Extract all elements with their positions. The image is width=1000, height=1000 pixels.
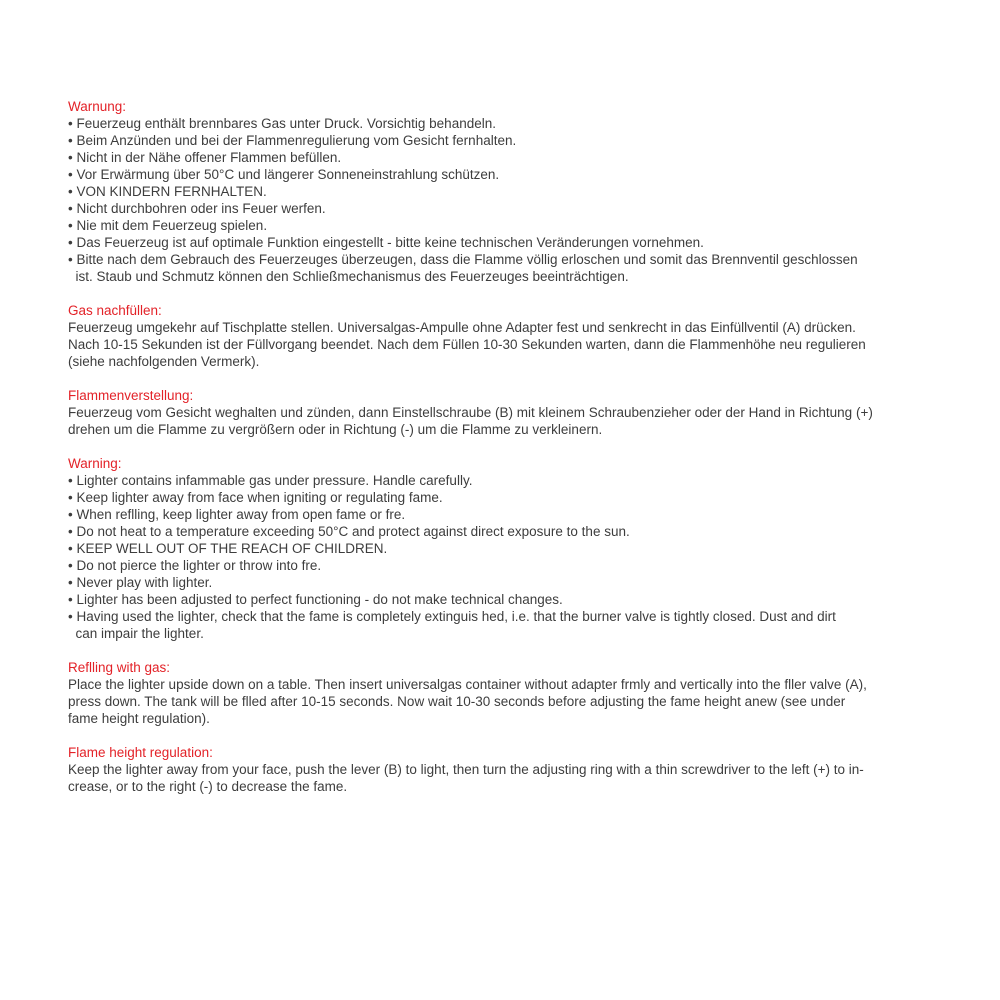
section — [68, 98, 978, 285]
text-line: • When reflling, keep lighter away from open fame or fre. — [68, 507, 406, 522]
text-line: • Do not pierce the lighter or throw into fre. — [68, 558, 322, 573]
text-line: • Lighter has been adjusted to perfect functioning - do not make technical changes. — [68, 592, 563, 607]
section — [68, 455, 978, 642]
text-line: crease, or to the right (-) to decrease the fame. — [68, 779, 348, 794]
section — [68, 744, 978, 795]
section — [68, 659, 978, 727]
text-line: drehen um die Flamme zu vergrößern oder in Richtung (-) um die Flamme zu verkleinern. — [68, 422, 603, 437]
section-heading: Gas nachfüllen: — [68, 303, 162, 318]
text-line: • Nicht in der Nähe offener Flammen befüllen. — [68, 150, 342, 165]
text-line: fame height regulation). — [68, 711, 210, 726]
text-line: • Having used the lighter, check that the fame is completely extinguis hed, i.e. that the burner valve is tightly closed. Dust and dirt — [68, 609, 836, 624]
text-line: • Never play with lighter. — [68, 575, 213, 590]
text-line: • KEEP WELL OUT OF THE REACH OF CHILDREN. — [68, 541, 388, 556]
section-heading: Warning: — [68, 456, 122, 471]
instruction-document — [68, 98, 978, 812]
section-heading: Flammenverstellung: — [68, 388, 194, 403]
text-line: • Nicht durchbohren oder ins Feuer werfen. — [68, 201, 326, 216]
text-line: • Vor Erwärmung über 50°C und längerer Sonneneinstrahlung schützen. — [68, 167, 500, 182]
text-line: Place the lighter upside down on a table. Then insert universalgas container without adapter frmly and vertically into the fller valve (A), — [68, 677, 867, 692]
section-heading: Reflling with gas: — [68, 660, 171, 675]
text-line: • Bitte nach dem Gebrauch des Feuerzeuges überzeugen, dass die Flamme völlig erloschen und somit das Brennventil geschlossen — [68, 252, 858, 267]
text-line: • VON KINDERN FERNHALTEN. — [68, 184, 267, 199]
section — [68, 302, 978, 370]
text-line: Feuerzeug vom Gesicht weghalten und zünden, dann Einstellschraube (B) mit kleinem Schraubenzieher oder der Hand in Richtung (+) — [68, 405, 873, 420]
section-heading: Warnung: — [68, 99, 127, 114]
section-heading: Flame height regulation: — [68, 745, 213, 760]
text-line: ist. Staub und Schmutz können den Schließmechanismus des Feuerzeuges beeinträchtigen. — [68, 269, 629, 284]
text-line: • Keep lighter away from face when igniting or regulating fame. — [68, 490, 443, 505]
text-line: press down. The tank will be flled after 10-15 seconds. Now wait 10-30 seconds before adjusting the fame height anew (see under — [68, 694, 846, 709]
section — [68, 387, 978, 438]
text-line: • Feuerzeug enthält brennbares Gas unter Druck. Vorsichtig behandeln. — [68, 116, 496, 131]
text-line: • Do not heat to a temperature exceeding 50°C and protect against direct exposure to the sun. — [68, 524, 630, 539]
text-line: • Nie mit dem Feuerzeug spielen. — [68, 218, 268, 233]
text-line: Keep the lighter away from your face, push the lever (B) to light, then turn the adjusting ring with a thin screwdriver to the left (+) to in- — [68, 762, 864, 777]
text-line: Nach 10-15 Sekunden ist der Füllvorgang beendet. Nach dem Füllen 10-30 Sekunden warten, dann die Flammenhöhe neu regulieren — [68, 337, 866, 352]
text-line: • Das Feuerzeug ist auf optimale Funktion eingestellt - bitte keine technischen Veränderungen vornehmen. — [68, 235, 704, 250]
text-line: (siehe nachfolgenden Vermerk). — [68, 354, 260, 369]
text-line: Feuerzeug umgekehr auf Tischplatte stellen. Universalgas-Ampulle ohne Adapter fest und senkrecht in das Einfüllventil (A) drücken. — [68, 320, 856, 335]
text-line: can impair the lighter. — [68, 626, 204, 641]
text-line: • Lighter contains infammable gas under pressure. Handle carefully. — [68, 473, 473, 488]
text-line: • Beim Anzünden und bei der Flammenregulierung vom Gesicht fernhalten. — [68, 133, 517, 148]
